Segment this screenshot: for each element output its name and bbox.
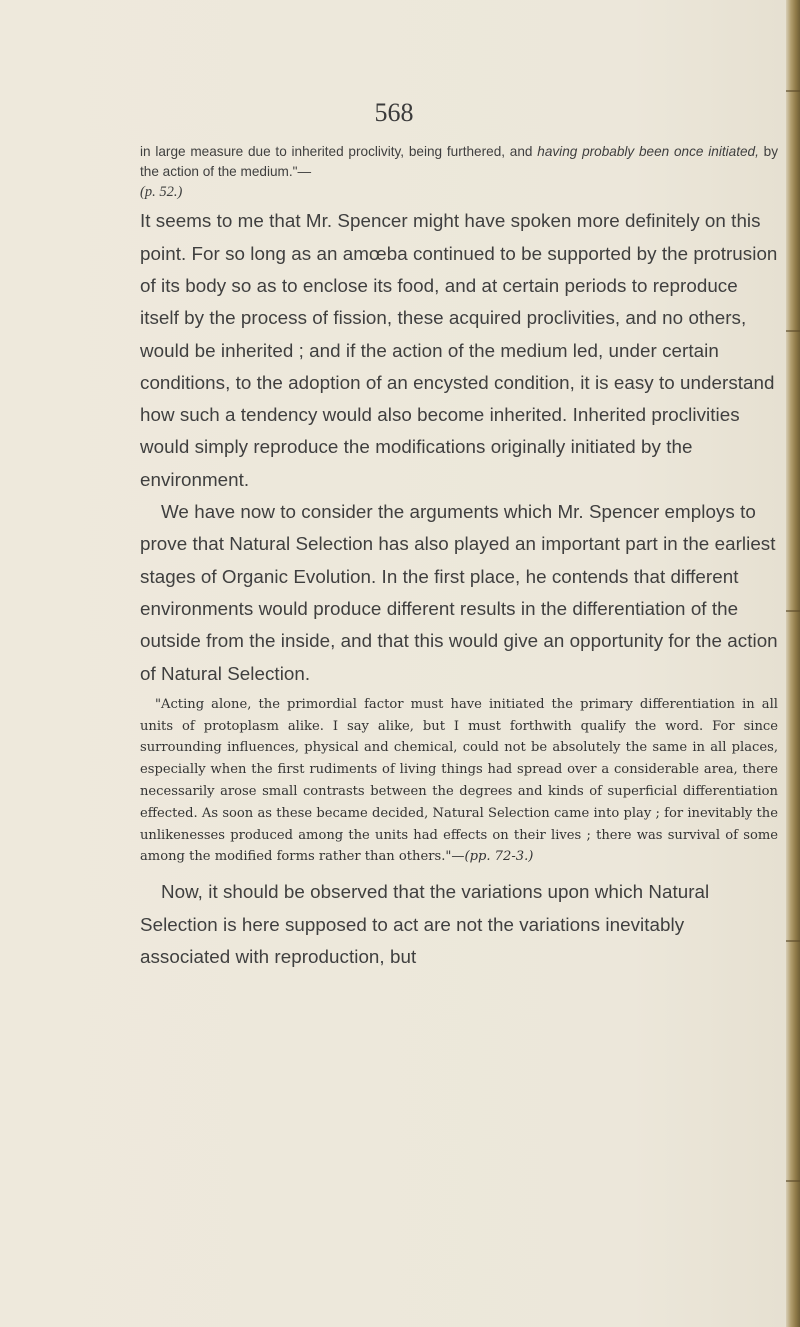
opening-quote bbox=[140, 142, 778, 182]
paragraph-1: It seems to me that Mr. Spencer might have spoken more definitely on this point. For so long as an amœba continued to be supported by the protrusion of its body so as to enclose its food, and at certain periods to reproduce itself by the process of fission, these acquired proclivities, and no others, would be inherited ; and if the action of the medium led, under certain conditions, to the adoption of an encysted condition, it is easy to understand how such a tendency would also become inherited. Inherited proclivities would simply reproduce the modifications originally initiated by the environment. bbox=[140, 210, 778, 490]
opening-quote-citation: (p. 52.) bbox=[140, 184, 183, 201]
block-quote-citation: (pp. 72-3.) bbox=[464, 849, 534, 865]
opening-quote-italic: having probably been once initiated, bbox=[537, 144, 759, 159]
opening-quote-text-1: in large measure due to inherited proclivity, being furthered, and bbox=[140, 144, 533, 159]
block-quote bbox=[140, 694, 778, 868]
opening-quote-text-2: by the action of the medium."— bbox=[140, 144, 778, 180]
paragraph-3: Now, it should be observed that the variations upon which Natural Selection is here supposed to act are not the variations inevitably associated with reproduction, but bbox=[140, 881, 710, 967]
page-number: 568 bbox=[374, 98, 414, 127]
paragraph-2: We have now to consider the arguments which Mr. Spencer employs to prove that Natural Selection has also played an important part in the earliest stages of Organic Evolution. In the first place, he contends that different environments would produce different results in the differentiation of the outside from the inside, and that this would give an opportunity for the action of Natural Selection. bbox=[140, 501, 778, 684]
book-spine-edge bbox=[786, 0, 800, 1327]
page-text bbox=[140, 142, 778, 973]
block-quote-text: "Acting alone, the primordial factor must have initiated the primary differentiation in all units of protoplasm alike. I say alike, but I must forthwith qualify the word. For since surrounding influences, physical and chemical, could not be absolutely the same in all places, especially when the first rudiments of living things had spread over a considerable area, there necessarily arose small contrasts between the degrees and kinds of superficial differentiation effected. As soon as these became decided, Natural Selection came into play ; for inevitably the unlikenesses produced among the units had effects on their lives ; there was survival of some among the modified forms rather than others."— bbox=[140, 696, 778, 865]
